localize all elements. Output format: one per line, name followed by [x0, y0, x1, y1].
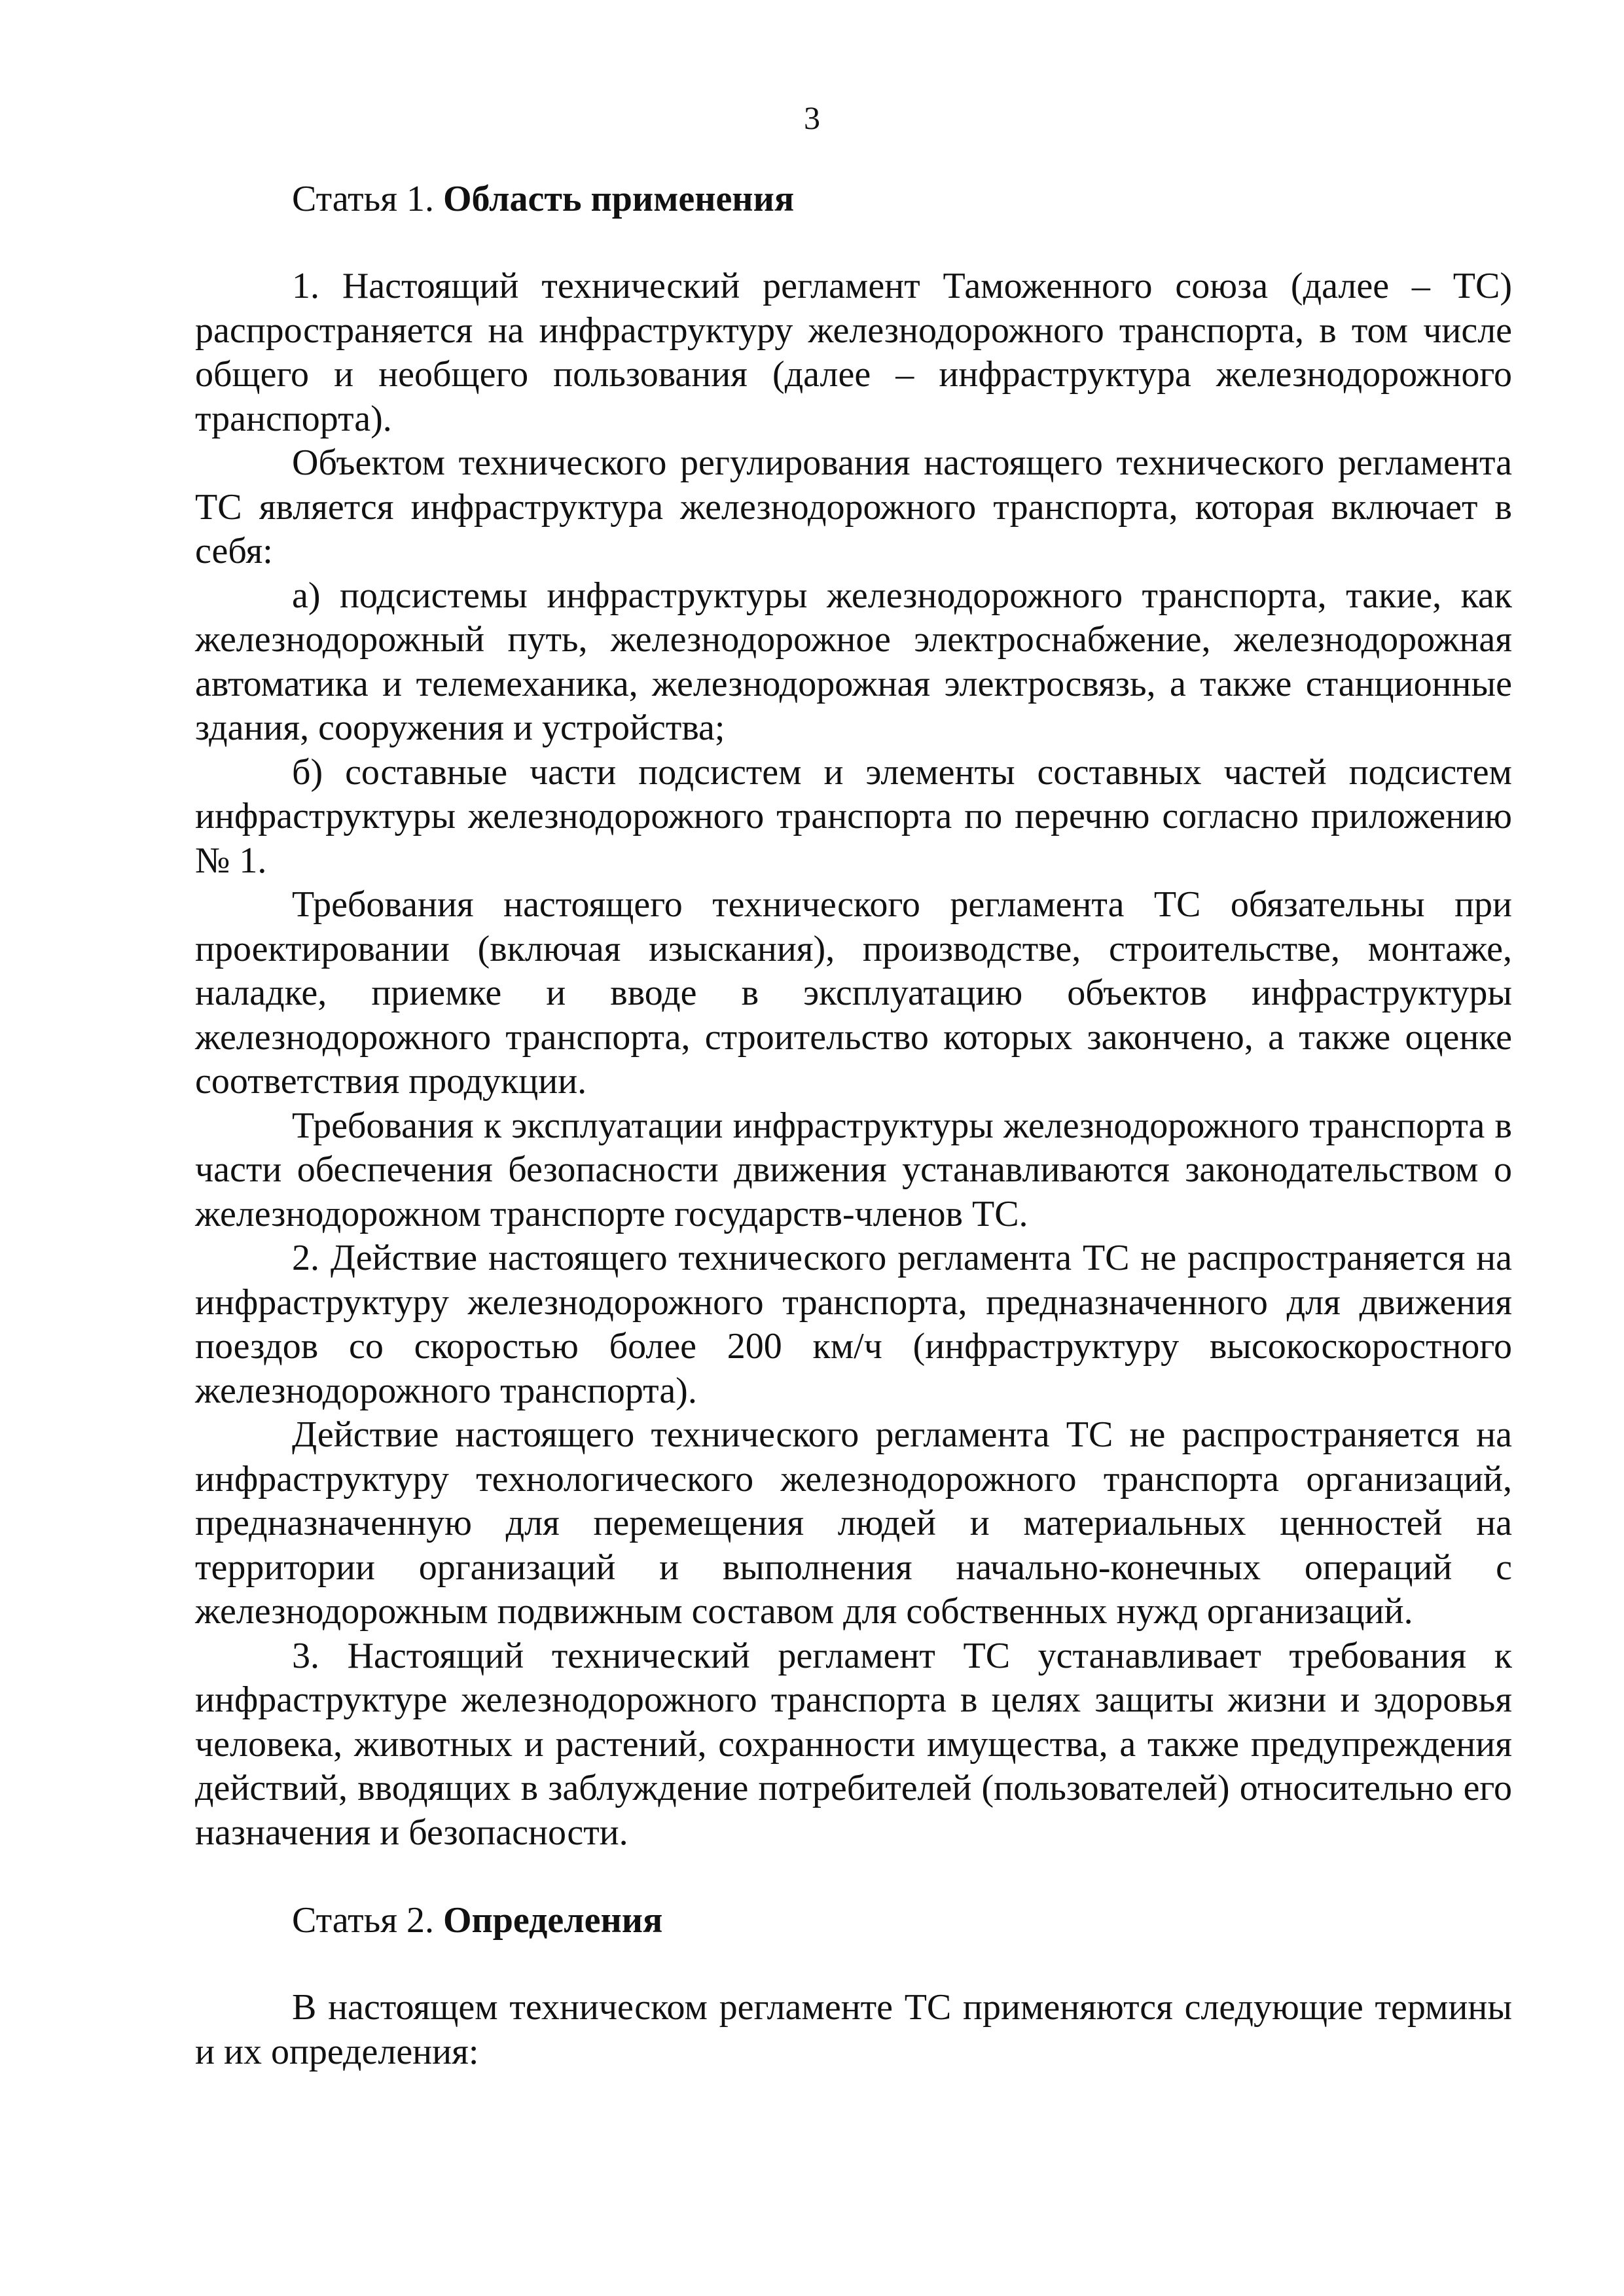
article-1-heading	[195, 177, 1512, 221]
article-1-paragraph-operation: Требования к эксплуатации инфраструктуры железнодорожного транспорта в части обеспечения безопасности движения устанавливаются законодательством о железнодорожном транспорте государств-членов ТС.	[195, 1105, 1512, 1234]
spacer	[195, 221, 1512, 264]
article-1-item-a: а) подсистемы инфраструктуры железнодорожного транспорта, такие, как железнодорожный путь, железнодорожное электроснабжение, железнодорожная автоматика и телемеханика, железнодорожная электросвязь, а также станционные здания, сооружения и устройства;	[195, 575, 1512, 748]
article-2-prefix: Статья 2.	[292, 1900, 434, 1941]
page-content	[195, 177, 1512, 2074]
spacer	[195, 1855, 1512, 1898]
article-1-prefix: Статья 1.	[292, 179, 434, 219]
article-1-paragraph-technological-exclusion: Действие настоящего технического регламента ТС не распространяется на инфраструктуру технологического железнодорожного транспорта организаций, предназначенную для перемещения людей и материальных ценностей на территории организаций и выполнения начально-конечных операций с железнодорожным подвижным составом для собственных нужд организаций.	[195, 1414, 1512, 1632]
article-1-title: Область применения	[442, 179, 795, 219]
page-number: 3	[804, 99, 820, 136]
article-2-paragraph-1: В настоящем техническом регламенте ТС применяются следующие термины и их определения:	[195, 1987, 1512, 2072]
article-1-paragraph-2-scope-exclusion: 2. Действие настоящего технического регламента ТС не распространяется на инфраструктуру железнодорожного транспорта, предназначенного для движения поездов со скоростью более 200 км/ч (инфраструктуру высокоскоростного железнодорожного транспорта).	[195, 1238, 1512, 1411]
article-1-paragraph-1: 1. Настоящий технический регламент Таможенного союза (далее – ТС) распространяется на инфраструктуру железнодорожного транспорта, в том числе общего и необщего пользования (далее – инфраструктура железнодорожного транспорта).	[195, 266, 1512, 439]
article-2-heading	[195, 1898, 1512, 1943]
article-1-paragraph-3-purpose: 3. Настоящий технический регламент ТС устанавливает требования к инфраструктуре железнодорожного транспорта в целях защиты жизни и здоровья человека, животных и растений, сохранности имущества, а также предупреждения действий, вводящих в заблуждение потребителей (пользователей) относительно его назначения и безопасности.	[195, 1635, 1512, 1853]
article-1-paragraph-2: Объектом технического регулирования настоящего технического регламента ТС является инфраструктура железнодорожного транспорта, которая включает в себя:	[195, 442, 1512, 571]
spacer	[195, 1943, 1512, 1986]
article-2-title: Определения	[442, 1900, 663, 1941]
article-1-paragraph-requirements: Требования настоящего технического регламента ТС обязательны при проектировании (включая изыскания), производстве, строительстве, монтаже, наладке, приемке и вводе в эксплуатацию объектов инфраструктуры железнодорожного транспорта, строительство которых закончено, а также оценке соответствия продукции.	[195, 884, 1512, 1102]
article-1-item-b: б) составные части подсистем и элементы составных частей подсистем инфраструктуры железнодорожного транспорта по перечню согласно приложению № 1.	[195, 751, 1512, 881]
